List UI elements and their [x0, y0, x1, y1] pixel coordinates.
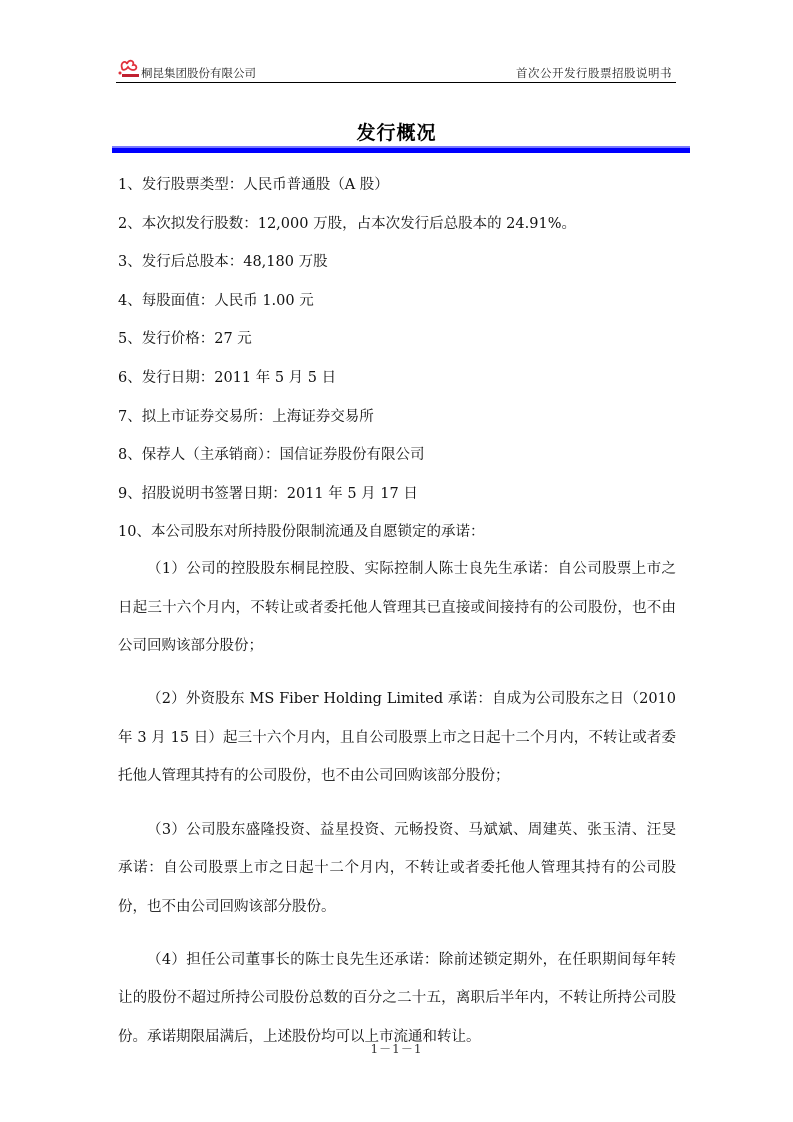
commitment-paragraph: （4）担任公司董事长的陈士良先生还承诺：除前述锁定期外，在任职期间每年转让的股份不超过所持公司股份总数的百分之二十五，离职后半年内，不转让所持公司股份。承诺期限届满后，上述股份均可以上市流通和转让。: [118, 951, 676, 1045]
title-divider: [112, 146, 690, 154]
commitment-paragraph: （1）公司的控股股东桐昆控股、实际控制人陈士良先生承诺：自公司股票上市之日起三十六个月内，不转让或者委托他人管理其已直接或间接持有的公司股份，也不由公司回购该部分股份；: [118, 560, 676, 655]
list-item: 7、拟上市证券交易所：上海证券交易所: [118, 408, 374, 425]
page-header: [116, 56, 676, 83]
list-item: 10、本公司股东对所持股份限制流通及自愿锁定的承诺：: [118, 524, 485, 541]
section-title: 发行概况: [356, 122, 437, 144]
commitment-paragraph: （2）外资股东 MS Fiber Holding Limited 承诺：自成为公司股东之日（2010 年 3 月 15 日）起三十六个月内，且自公司股票上市之日起十二个月内，不转让或者委托他人管理其持有的公司股份，也不由公司回购该部分股份；: [118, 691, 676, 785]
document-title: 首次公开发行股票招股说明书: [516, 66, 672, 80]
header-company-block: [116, 58, 256, 80]
document-body: [118, 172, 676, 1061]
divider-thick-line: [112, 148, 690, 153]
list-item: 1、发行股票类型：人民币普通股（A 股）: [118, 177, 389, 193]
list-item: 8、保荐人（主承销商）：国信证券股份有限公司: [118, 447, 425, 464]
list-item: 6、发行日期：2011 年 5 月 5 日: [118, 369, 337, 386]
commitment-paragraph: （3）公司股东盛隆投资、益星投资、元畅投资、马斌斌、周建英、张玉清、汪旻承诺：自公司股票上市之日起十二个月内，不转让或者委托他人管理其持有的公司股份，也不由公司回购该部分股份。: [118, 821, 676, 915]
list-item: 9、招股说明书签署日期：2011 年 5 月 17 日: [118, 485, 418, 502]
list-item: 2、本次拟发行股数：12,000 万股，占本次发行后总股本的 24.91%。: [118, 215, 576, 232]
company-name: 桐昆集团股份有限公司: [141, 66, 256, 80]
list-item: 5、发行价格：27 元: [118, 331, 252, 348]
list-item: 4、每股面值：人民币 1.00 元: [118, 292, 314, 309]
page-number: 1－1－1: [370, 1042, 423, 1056]
company-logo-icon: [116, 58, 140, 80]
list-item: 3、发行后总股本：48,180 万股: [118, 254, 328, 271]
